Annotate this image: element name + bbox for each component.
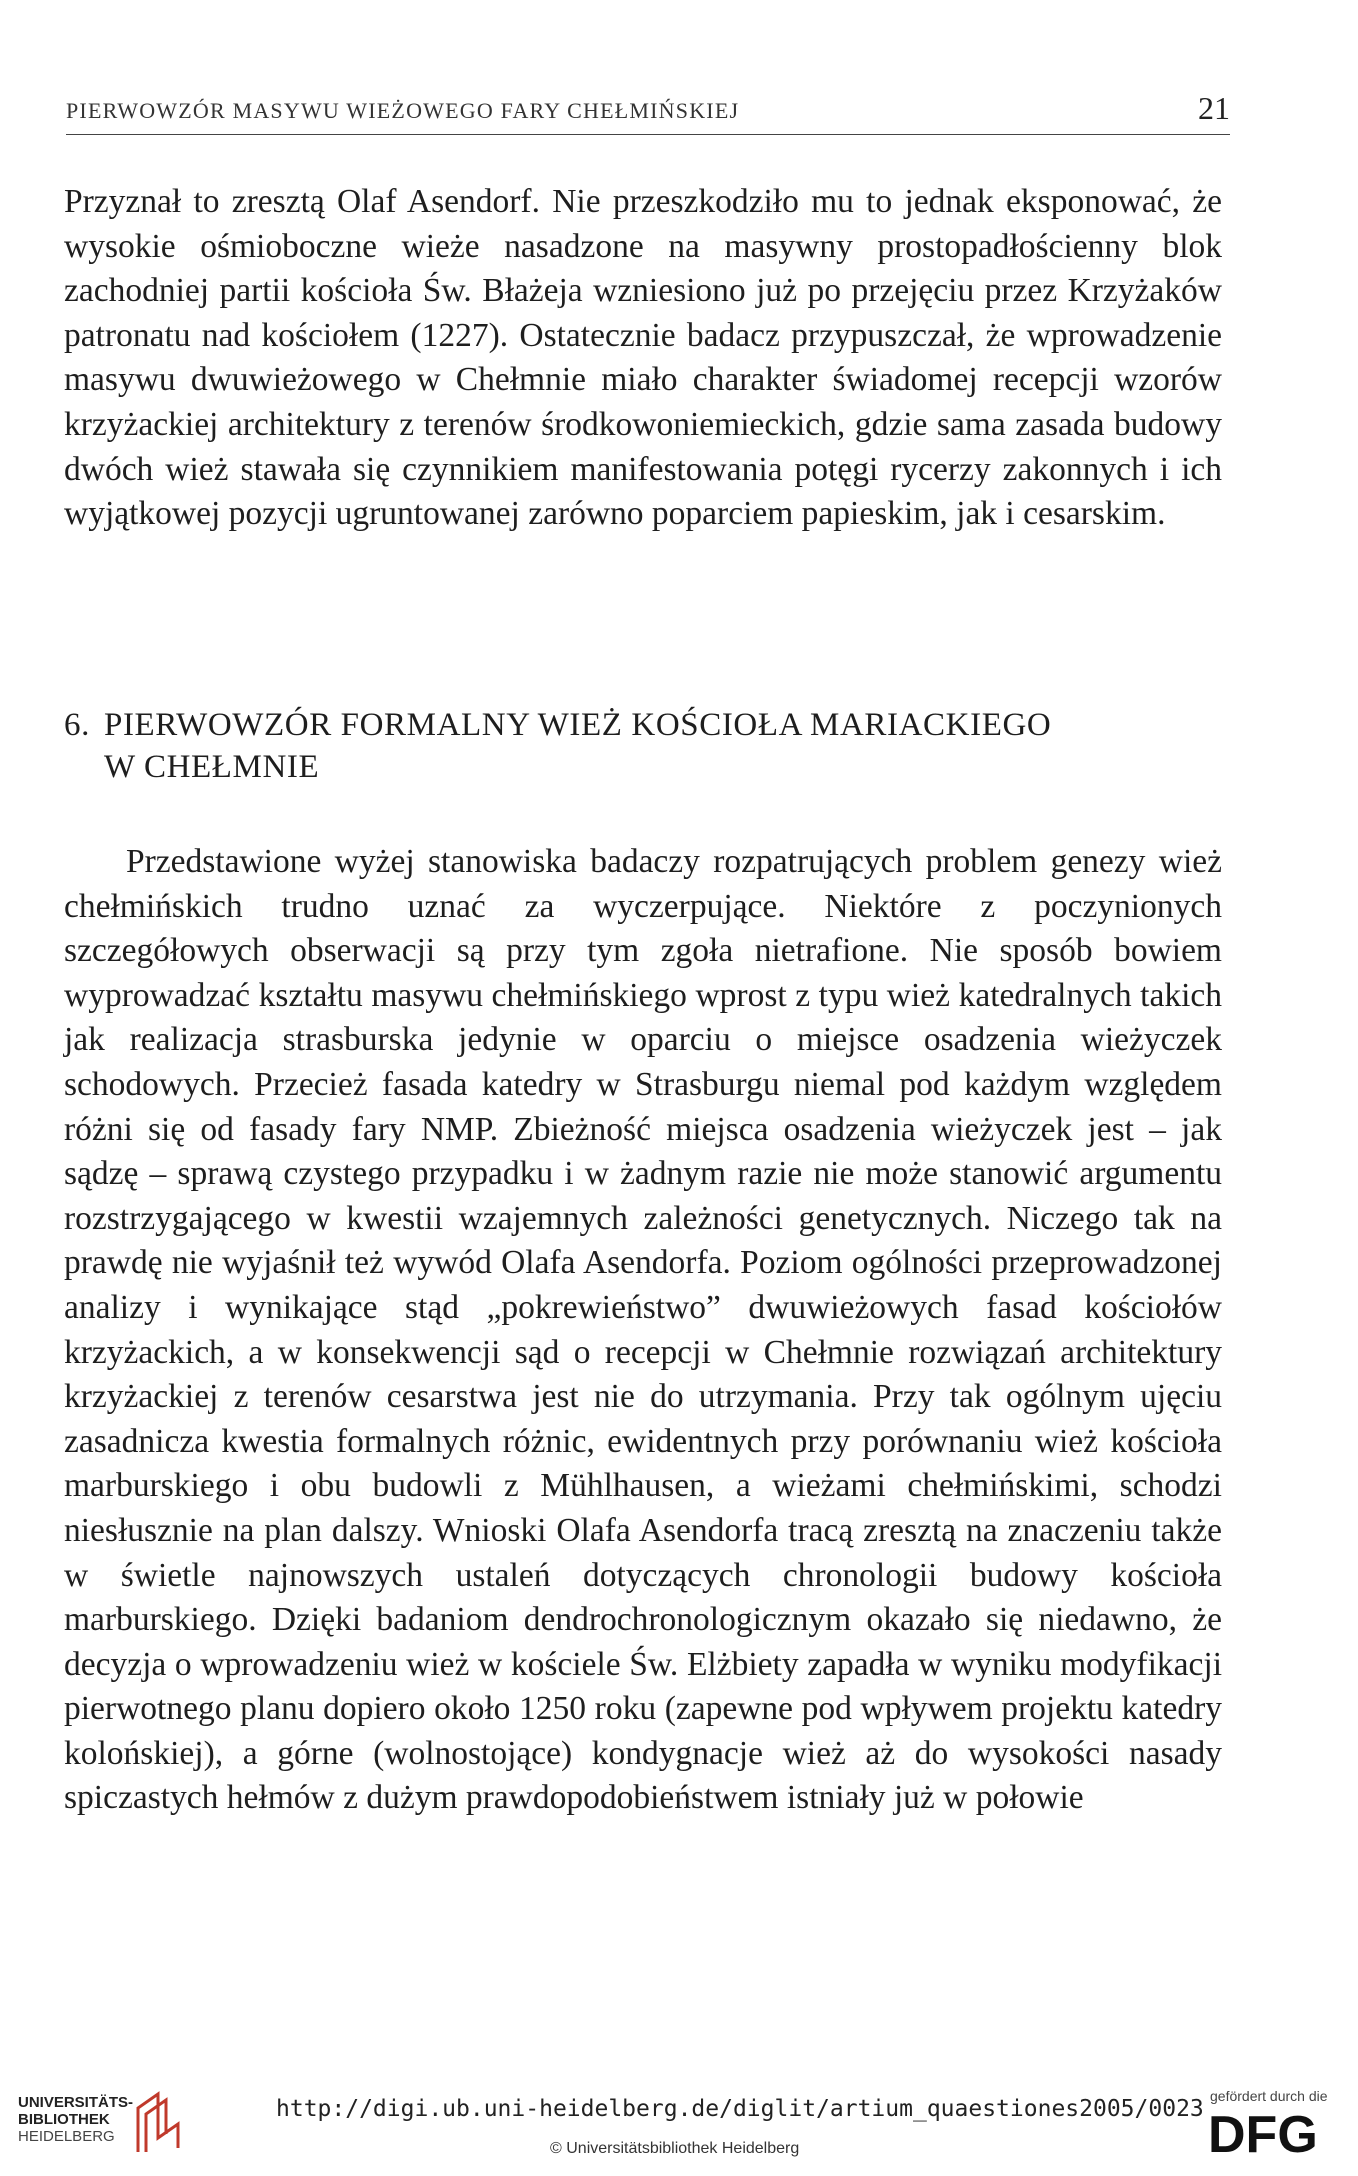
section-number: 6. — [64, 707, 90, 743]
dfg-logo — [1206, 2106, 1338, 2160]
section-title-line-1: PIERWOWZÓR FORMALNY WIEŻ KOŚCIOŁA MARIACKIEGO — [104, 707, 1052, 743]
funding-caption: gefördert durch die — [1210, 2088, 1328, 2104]
digitization-footer — [0, 2070, 1358, 2176]
section-heading — [64, 704, 1222, 788]
copyright-notice: © Universitätsbibliothek Heidelberg — [550, 2140, 800, 2157]
section-title-line-2: W CHEŁMNIE — [104, 749, 320, 785]
source-url-link[interactable]: http://digi.ub.uni-heidelberg.de/diglit/artium_quaestiones2005/0023 — [276, 2096, 1204, 2122]
library-name-line-3: HEIDELBERG — [18, 2128, 115, 2145]
page-number: 21 — [1198, 90, 1230, 126]
library-name-line-2: BIBLIOTHEK — [18, 2111, 110, 2128]
paragraph-1: Przyznał to zresztą Olaf Asendorf. Nie przeszkodziło mu to jednak eksponować, że wysokie ośmioboczne wieże nasadzone na masywny prostopadłościenny blok zachodniej partii kościoła Św. Błażeja wzniesiono już po przejęciu przez Krzyżaków patronatu nad kościołem (1227). Ostatecznie badacz przypuszczał, że wprowadzenie masywu dwuwieżowego w Chełmnie miało charakter świadomej recepcji wzorów krzyżackiej architektury z terenów środkowoniemieckich, gdzie sama zasada budowy dwóch wież stawała się czynnikiem manifestowania potęgi rycerzy zakonnych i ich wyjątkowej pozycji ugruntowanej zarówno poparciem papieskim, jak i cesarskim. — [64, 183, 1222, 533]
library-emblem-icon — [128, 2086, 190, 2158]
paragraph-2: Przedstawione wyżej stanowiska badaczy rozpatrujących problem genezy wież chełmińskich trudno uznać za wyczerpujące. Niektóre z poczynionych szczegółowych obserwacji są przy tym zgoła nietrafione. Nie sposób bowiem wyprowadzać kształtu masywu chełmińskiego wprost z typu wież katedralnych takich jak realizacja strasburska jedynie w oparciu o miejsce osadzenia wieżyczek schodowych. Przecież fasada katedry w Strasburgu niemal pod każdym względem różni się od fasady fary NMP. Zbieżność miejsca osadzenia wieżyczek jest – jak sądzę – sprawą czystego przypadku i w żadnym razie nie może stanowić argumentu rozstrzygającego w kwestii wzajemnych zależności genetycznych. Niczego tak na prawdę nie wyjaśnił też wywód Olafa Asendorfa. Poziom ogólności przeprowadzonej analizy i wynikające stąd „pokrewieństwo” dwuwieżowych fasad kościołów krzyżackich, a w konsekwencji sąd o recepcji w Chełmnie rozwiązań architektury krzyżackiej z terenów cesarstwa jest nie do utrzymania. Przy tak ogólnym ujęciu zasadnicza kwestia formalnych różnic, ewidentnych przy porównaniu wież kościoła marburskiego i obu budowli z Mühlhausen, a wieżami chełmińskimi, schodzi niesłusznie na plan dalszy. Wnioski Olafa Asendorfa tracą zresztą na znaczeniu także w świetle najnowszych ustaleń dotyczących chronologii budowy kościoła marburskiego. Dzięki badaniom dendrochronologicznym okazało się niedawno, że decyzja o wprowadzeniu wież w kościele Św. Elżbiety zapadła w wyniku modyfikacji pierwotnego planu dopiero około 1250 roku (zapewne pod wpływem projektu katedry kolońskiej), a górne (wolnostojące) kondygnacje wież aż do wysokości nasady spiczastych hełmów z dużym prawdopodobieństwem istniały już w połowie — [64, 843, 1222, 1817]
running-title: PIERWOWZÓR MASYWU WIEŻOWEGO FARY CHEŁMIŃSKIEJ — [66, 98, 740, 123]
library-name-line-1: UNIVERSITÄTS- — [18, 2094, 134, 2111]
page-header — [66, 88, 1230, 135]
library-logo-text — [18, 2094, 133, 2145]
dfg-logo-text: DFG — [1208, 2106, 1318, 2160]
